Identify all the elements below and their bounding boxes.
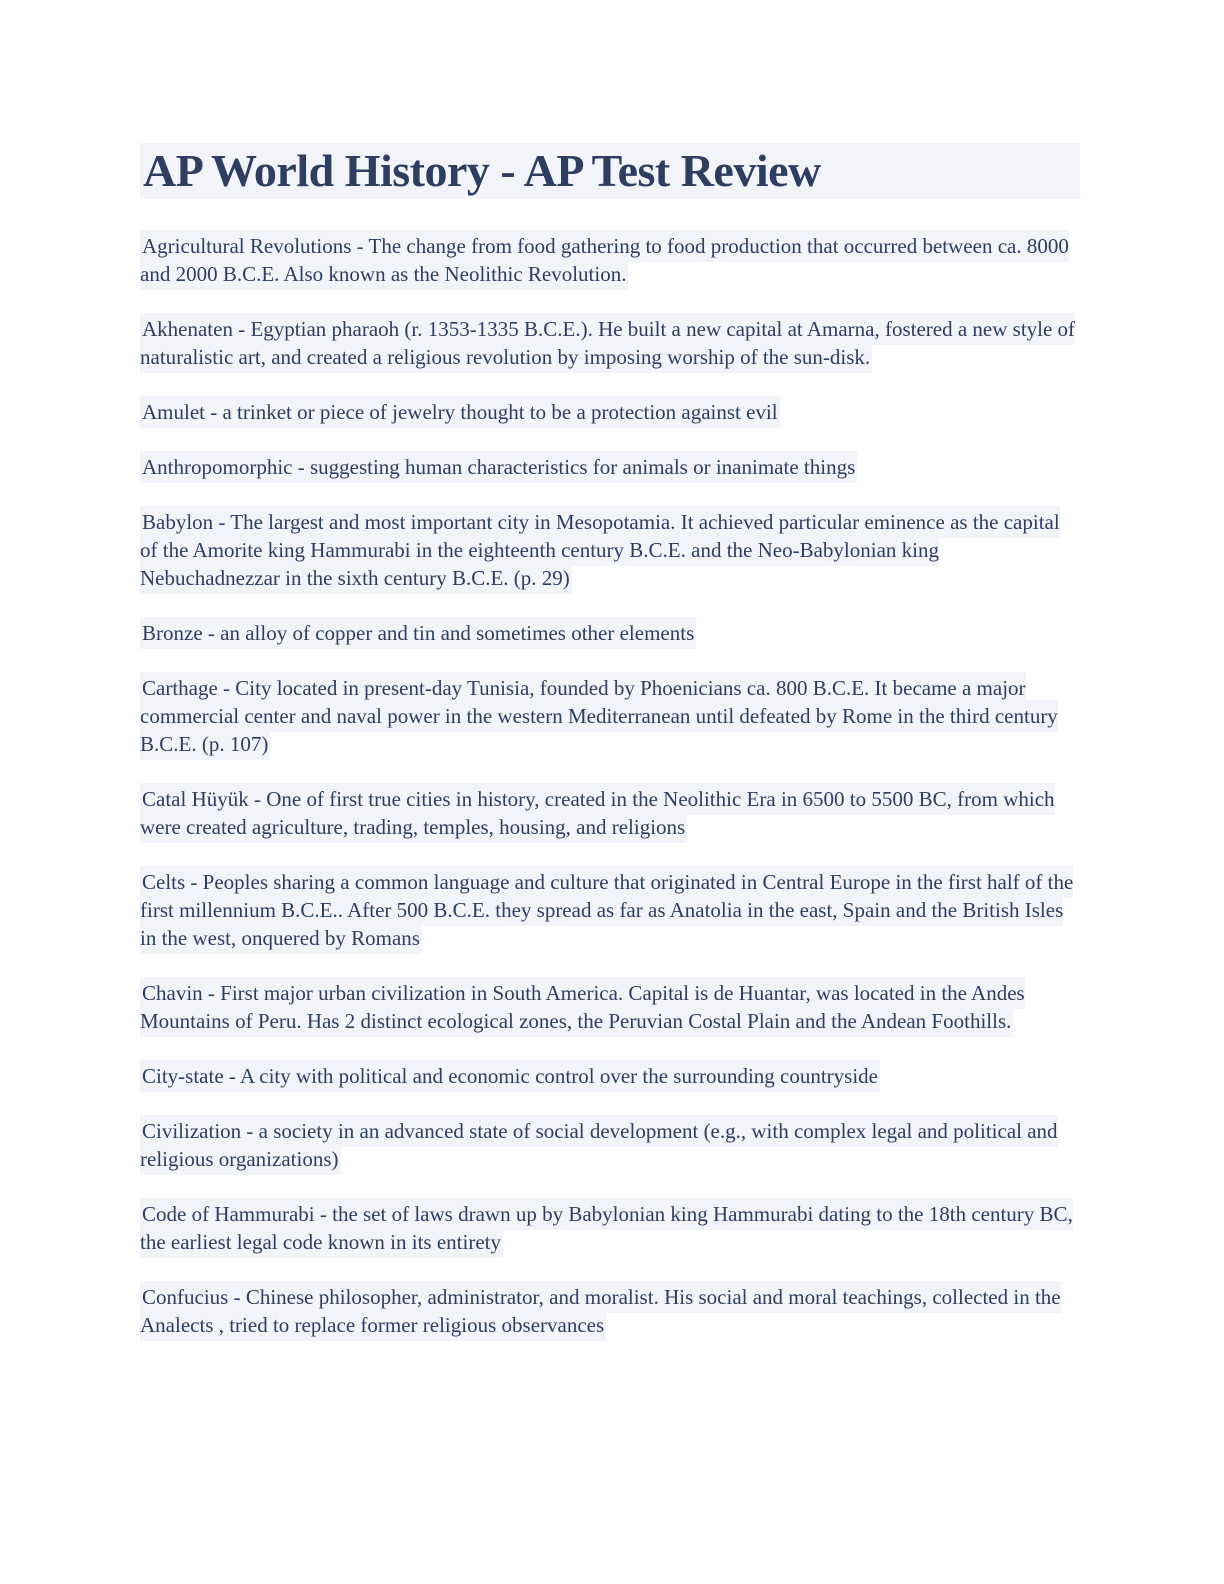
glossary-list	[140, 232, 1080, 1339]
glossary-entry-text: Carthage - City located in present-day Tunisia, founded by Phoenicians ca. 800 B.C.E. It became a major commercial center and naval power in the western Mediterranean until defeated by Rome in the third century B.C.E. (p. 107)	[140, 672, 1058, 760]
glossary-entry	[140, 674, 1080, 758]
page-title: AP World History - AP Test Review	[140, 143, 1080, 199]
glossary-entry-text: Celts - Peoples sharing a common language and culture that originated in Central Europe in the first half of the first millennium B.C.E.. After 500 B.C.E. they spread as far as Anatolia in the east, Spain and the British Isles in the west, onquered by Romans	[140, 866, 1073, 954]
glossary-entry	[140, 1062, 1080, 1090]
glossary-entry-text: Agricultural Revolutions - The change from food gathering to food production that occurred between ca. 8000 and 2000 B.C.E. Also known as the Neolithic Revolution.	[140, 230, 1069, 290]
glossary-entry	[140, 1200, 1080, 1256]
glossary-entry-text: Anthropomorphic - suggesting human characteristics for animals or inanimate things	[140, 451, 857, 483]
glossary-entry-text: Civilization - a society in an advanced state of social development (e.g., with complex legal and political and religious organizations)	[140, 1115, 1058, 1175]
glossary-entry	[140, 315, 1080, 371]
glossary-entry-text: Confucius - Chinese philosopher, administrator, and moralist. His social and moral teachings, collected in the Analects , tried to replace former religious observances	[140, 1281, 1061, 1341]
glossary-entry	[140, 398, 1080, 426]
glossary-entry-text: Babylon - The largest and most important city in Mesopotamia. It achieved particular eminence as the capital of the Amorite king Hammurabi in the eighteenth century B.C.E. and the Neo-Babylonian king Nebuchadnezzar in the sixth century B.C.E. (p. 29)	[140, 506, 1060, 594]
glossary-entry-text: Catal Hüyük - One of first true cities in history, created in the Neolithic Era in 6500 to 5500 BC, from which were created agriculture, trading, temples, housing, and religions	[140, 783, 1055, 843]
glossary-entry	[140, 619, 1080, 647]
glossary-entry	[140, 508, 1080, 592]
glossary-entry-text: Bronze - an alloy of copper and tin and sometimes other elements	[140, 617, 696, 649]
glossary-entry-text: Chavin - First major urban civilization in South America. Capital is de Huantar, was located in the Andes Mountains of Peru. Has 2 distinct ecological zones, the Peruvian Costal Plain and the Andean Foothills.	[140, 977, 1025, 1037]
glossary-entry	[140, 868, 1080, 952]
glossary-entry	[140, 785, 1080, 841]
glossary-entry-text: City-state - A city with political and economic control over the surrounding countryside	[140, 1060, 880, 1092]
glossary-entry	[140, 1117, 1080, 1173]
glossary-entry	[140, 232, 1080, 288]
glossary-entry	[140, 1283, 1080, 1339]
glossary-entry	[140, 453, 1080, 481]
glossary-entry-text: Amulet - a trinket or piece of jewelry thought to be a protection against evil	[140, 396, 780, 428]
glossary-entry-text: Code of Hammurabi - the set of laws drawn up by Babylonian king Hammurabi dating to the 18th century BC, the earliest legal code known in its entirety	[140, 1198, 1073, 1258]
glossary-entry-text: Akhenaten - Egyptian pharaoh (r. 1353-1335 B.C.E.). He built a new capital at Amarna, fostered a new style of naturalistic art, and created a religious revolution by imposing worship of the sun-disk.	[140, 313, 1075, 373]
glossary-entry	[140, 979, 1080, 1035]
